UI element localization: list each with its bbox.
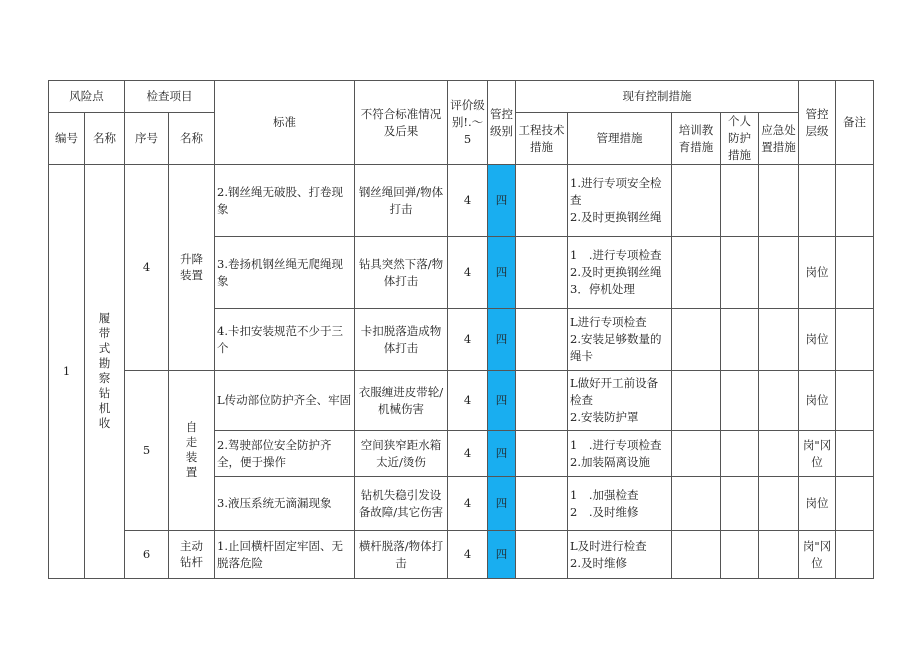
eng-tech-cell <box>516 431 568 477</box>
mgmt-cell <box>568 371 672 431</box>
header-risk-point: 风险点 <box>49 81 125 113</box>
mgmt-line: 1 .加强检查 <box>570 487 639 502</box>
consequence-cell: 横杆脱落/物体打击 <box>355 531 448 579</box>
level-cell: 四 <box>488 309 516 371</box>
group-name <box>169 371 215 531</box>
group-name-text: 自走装置 <box>185 420 198 479</box>
risk-control-table <box>48 80 874 579</box>
consequence-cell: 钻具突然下落/物体打击 <box>355 237 448 309</box>
ppe-cell <box>721 431 759 477</box>
emergency-cell <box>759 237 799 309</box>
mgmt-line: L做好开工前设备检查 <box>570 376 659 407</box>
mgmt-line: 1 .进行专项检查 <box>570 248 662 262</box>
consequence-cell: 卡扣脱落造成物体打击 <box>355 309 448 371</box>
group-seq: 4 <box>125 165 169 371</box>
mgmt-line: L进行专项检查 <box>570 315 647 329</box>
level-cell: 四 <box>488 237 516 309</box>
emergency-cell <box>759 309 799 371</box>
header-row-1 <box>49 81 874 113</box>
tier-cell: 岗位 <box>799 309 836 371</box>
training-cell <box>672 431 721 477</box>
standard-cell: 4.卡扣安装规范不少于三个 <box>215 309 355 371</box>
mgmt-line: 2 .及时维修 <box>570 504 639 519</box>
ppe-cell <box>721 371 759 431</box>
header-eng-tech: 工程技术措施 <box>516 113 568 165</box>
consequence-cell: 衣服缠进皮带轮/机械伤害 <box>355 371 448 431</box>
eng-tech-cell <box>516 309 568 371</box>
level-cell: 四 <box>488 431 516 477</box>
header-check-item: 检查项目 <box>125 81 215 113</box>
header-mgmt: 管理措施 <box>568 113 672 165</box>
table-row <box>49 531 874 579</box>
training-cell <box>672 477 721 531</box>
training-cell <box>672 371 721 431</box>
mgmt-line: 2.及时维修 <box>570 555 627 570</box>
ppe-cell <box>721 477 759 531</box>
mgmt-line: 3．停机处理 <box>570 282 635 296</box>
risk-point-no: 1 <box>49 165 85 579</box>
remarks-cell <box>836 237 874 309</box>
header-item-name: 名称 <box>169 113 215 165</box>
group-name-text: 主动钻杆 <box>180 539 203 569</box>
ppe-cell <box>721 165 759 237</box>
tier-cell: 岗"冈位 <box>799 431 836 477</box>
level-cell: 四 <box>488 371 516 431</box>
header-standard: 标准 <box>215 81 355 165</box>
header-nonconformity: 不符合标准情况及后果 <box>355 81 448 165</box>
eng-tech-cell <box>516 165 568 237</box>
standard-cell: 1.止回横杆固定牢固、无脱落危险 <box>215 531 355 579</box>
mgmt-cell <box>568 309 672 371</box>
eval-cell: 4 <box>448 477 488 531</box>
header-emergency: 应急处置措施 <box>759 113 799 165</box>
ppe-cell <box>721 309 759 371</box>
header-name: 名称 <box>85 113 125 165</box>
risk-control-sheet <box>48 80 873 570</box>
table-row <box>49 165 874 237</box>
emergency-cell <box>759 371 799 431</box>
tier-cell: 岗位 <box>799 237 836 309</box>
training-cell <box>672 165 721 237</box>
level-cell: 四 <box>488 531 516 579</box>
group-name <box>169 165 215 371</box>
remarks-cell <box>836 531 874 579</box>
group-name <box>169 531 215 579</box>
eng-tech-cell <box>516 371 568 431</box>
group-seq: 5 <box>125 371 169 531</box>
eval-cell: 4 <box>448 309 488 371</box>
training-cell <box>672 309 721 371</box>
mgmt-cell <box>568 531 672 579</box>
training-cell <box>672 531 721 579</box>
eval-cell: 4 <box>448 371 488 431</box>
emergency-cell <box>759 531 799 579</box>
mgmt-line: 2.加装隔离设施 <box>570 454 650 469</box>
training-cell <box>672 237 721 309</box>
level-cell: 四 <box>488 477 516 531</box>
group-seq: 6 <box>125 531 169 579</box>
mgmt-cell <box>568 165 672 237</box>
level-cell: 四 <box>488 165 516 237</box>
table-row <box>49 371 874 431</box>
consequence-cell: 空间狭窄距水箱太近/烫伤 <box>355 431 448 477</box>
eval-cell: 4 <box>448 165 488 237</box>
header-remarks: 备注 <box>836 81 874 165</box>
eng-tech-cell <box>516 237 568 309</box>
mgmt-line: L及时进行检查 <box>570 538 647 553</box>
ppe-cell <box>721 531 759 579</box>
mgmt-cell <box>568 477 672 531</box>
remarks-cell <box>836 431 874 477</box>
mgmt-line: 1.进行专项安全检查 <box>570 176 662 207</box>
mgmt-cell <box>568 431 672 477</box>
header-seq: 序号 <box>125 113 169 165</box>
standard-cell: 2.钢丝绳无破股、打卷现象 <box>215 165 355 237</box>
ppe-cell <box>721 237 759 309</box>
header-eval-level: 评价级别!.～5 <box>448 81 488 165</box>
remarks-cell <box>836 477 874 531</box>
tier-cell: 岗位 <box>799 477 836 531</box>
header-ctrl-tier: 管控层级 <box>799 81 836 165</box>
eng-tech-cell <box>516 531 568 579</box>
emergency-cell <box>759 477 799 531</box>
emergency-cell <box>759 431 799 477</box>
standard-cell: L传动部位防护齐全、牢固 <box>215 371 355 431</box>
eng-tech-cell <box>516 477 568 531</box>
header-training: 培训教育措施 <box>672 113 721 165</box>
group-name-text: 升降装置 <box>180 252 203 282</box>
header-ctrl-level: 管控级别 <box>488 81 516 165</box>
tier-cell <box>799 165 836 237</box>
standard-cell: 3.卷扬机钢丝绳无爬绳现象 <box>215 237 355 309</box>
mgmt-line: 2.安装足够数量的绳卡 <box>570 332 662 363</box>
consequence-cell: 钻机失稳引发设备故障/其它伤害 <box>355 477 448 531</box>
mgmt-line: 2.及时更换钢丝绳 <box>570 210 662 224</box>
consequence-cell: 钢丝绳回弹/物体打击 <box>355 165 448 237</box>
risk-point-name-text: 履带式勘察钻机收 <box>98 311 111 430</box>
tier-cell: 岗"冈位 <box>799 531 836 579</box>
remarks-cell <box>836 165 874 237</box>
standard-cell: 3.液压系统无滴漏现象 <box>215 477 355 531</box>
header-existing-measures: 现有控制措施 <box>516 81 799 113</box>
remarks-cell <box>836 371 874 431</box>
header-no: 编号 <box>49 113 85 165</box>
emergency-cell <box>759 165 799 237</box>
eval-cell: 4 <box>448 531 488 579</box>
eval-cell: 4 <box>448 237 488 309</box>
remarks-cell <box>836 309 874 371</box>
header-ppe: 个人防护措施 <box>721 113 759 165</box>
mgmt-cell <box>568 237 672 309</box>
mgmt-line: 1 .进行专项检查 <box>570 437 662 452</box>
mgmt-line: 2.及时更换钢丝绳 <box>570 265 662 279</box>
risk-point-name <box>85 165 125 579</box>
eval-cell: 4 <box>448 431 488 477</box>
standard-cell: 2.驾驶部位安全防护齐全，便于操作 <box>215 431 355 477</box>
tier-cell: 岗位 <box>799 371 836 431</box>
mgmt-line: 2.安装防护罩 <box>570 410 639 424</box>
